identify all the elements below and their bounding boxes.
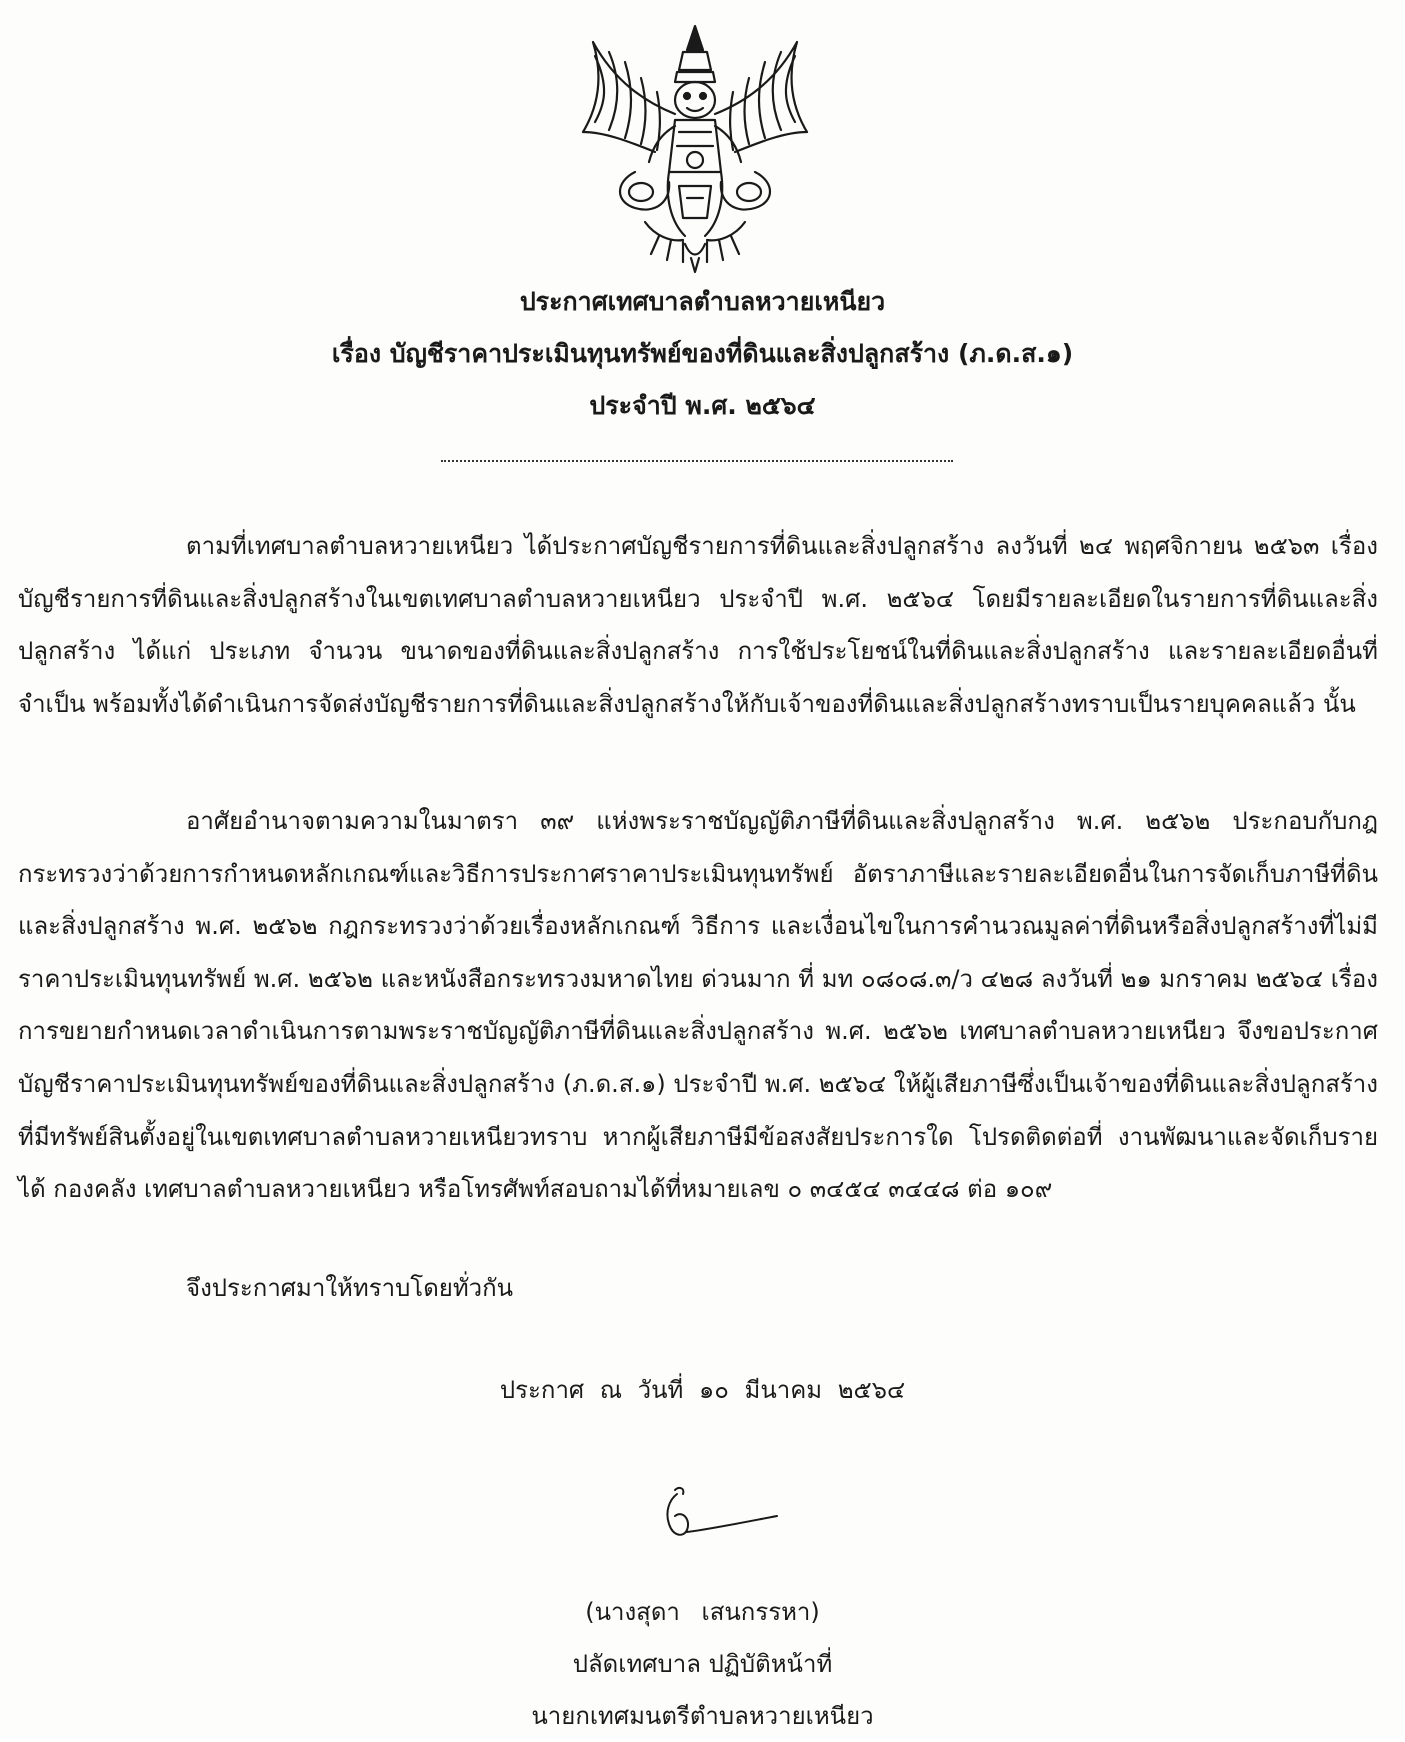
- signer-acting-position: นายกเทศมนตรีตำบลหวายเหนียว: [531, 1702, 874, 1730]
- dotted-divider: [441, 460, 953, 462]
- announcement-year: ประจำปี พ.ศ. ๒๕๖๔: [589, 391, 816, 420]
- garuda-emblem-icon: [575, 22, 815, 274]
- signer-position: ปลัดเทศบาล ปฏิบัติหน้าที่: [572, 1650, 833, 1678]
- body-paragraph-2: อาศัยอำนาจตามความในมาตรา ๓๙ แห่งพระราชบัญญัติภาษีที่ดินและสิ่งปลูกสร้าง พ.ศ. ๒๕๖๒ ประกอบกับกฎกระทรวงว่าด้วยการกำหนดหลักเกณฑ์และวิธีการประกาศราคาประเมินทุนทรัพย์ อัตราภาษีและรายละเอียดอื่นในการจัดเก็บภาษีที่ดินและสิ่งปลูกสร้าง พ.ศ. ๒๕๖๒ กฎกระทรวงว่าด้วยเรื่องหลักเกณฑ์ วิธีการ และเงื่อนไขในการคำนวณมูลค่าที่ดินหรือสิ่งปลูกสร้างที่ไม่มีราคาประเมินทุนทรัพย์ พ.ศ. ๒๕๖๒ และหนังสือกระทรวงมหาดไทย ด่วนมาก ที่ มท ๐๘๐๘.๓/ว ๔๒๘ ลงวันที่ ๒๑ มกราคม ๒๕๖๔ เรื่อง การขยายกำหนดเวลาดำเนินการตามพระราชบัญญัติภาษีที่ดินและสิ่งปลูกสร้าง พ.ศ. ๒๕๖๒ เทศบาลตำบลหวายเหนียว จึงขอประกาศบัญชีราคาประเมินทุนทรัพย์ของที่ดินและสิ่งปลูกสร้าง (ภ.ด.ส.๑) ประจำปี พ.ศ. ๒๕๖๔ ให้ผู้เสียภาษีซึ่งเป็นเจ้าของที่ดินและสิ่งปลูกสร้างที่มีทรัพย์สินตั้งอยู่ในเขตเทศบาลตำบลหวายเหนียวทราบ หากผู้เสียภาษีมีข้อสงสัยประการใด โปรดติดต่อที่ งานพัฒนาและจัดเก็บรายได้ กองคลัง เทศบาลตำบลหวายเหนียว หรือโทรศัพท์สอบถามได้ที่หมายเลข ๐ ๓๔๕๔ ๓๔๔๘ ต่อ ๑๐๙: [18, 807, 1378, 1204]
- closing-statement: จึงประกาศมาให้ทราบโดยทั่วกัน: [186, 1274, 514, 1302]
- announcement-subject: เรื่อง บัญชีราคาประเมินทุนทรัพย์ของที่ดินและสิ่งปลูกสร้าง (ภ.ด.ส.๑): [331, 339, 1074, 368]
- signer-name: (นางสุดา เสนกรรหา): [585, 1598, 820, 1626]
- body-paragraph-1: ตามที่เทศบาลตำบลหวายเหนียว ได้ประกาศบัญชีรายการที่ดินและสิ่งปลูกสร้าง ลงวันที่ ๒๔ พฤศจิกายน ๒๕๖๓ เรื่อง บัญชีรายการที่ดินและสิ่งปลูกสร้างในเขตเทศบาลตำบลหวายเหนียว ประจำปี พ.ศ. ๒๕๖๔ โดยมีรายละเอียดในรายการที่ดินและสิ่งปลูกสร้าง ได้แก่ ประเภท จำนวน ขนาดของที่ดินและสิ่งปลูกสร้าง การใช้ประโยชน์ในที่ดินและสิ่งปลูกสร้าง และรายละเอียดอื่นที่จำเป็น พร้อมทั้งได้ดำเนินการจัดส่งบัญชีรายการที่ดินและสิ่งปลูกสร้างให้กับเจ้าของที่ดินและสิ่งปลูกสร้างทราบเป็นรายบุคคลแล้ว นั้น: [18, 532, 1378, 718]
- handwritten-signature-icon: [655, 1480, 785, 1560]
- announcement-date: ประกาศ ณ วันที่ ๑๐ มีนาคม ๒๕๖๔: [499, 1376, 906, 1404]
- announcement-title: ประกาศเทศบาลตำบลหวายเหนียว: [519, 287, 886, 316]
